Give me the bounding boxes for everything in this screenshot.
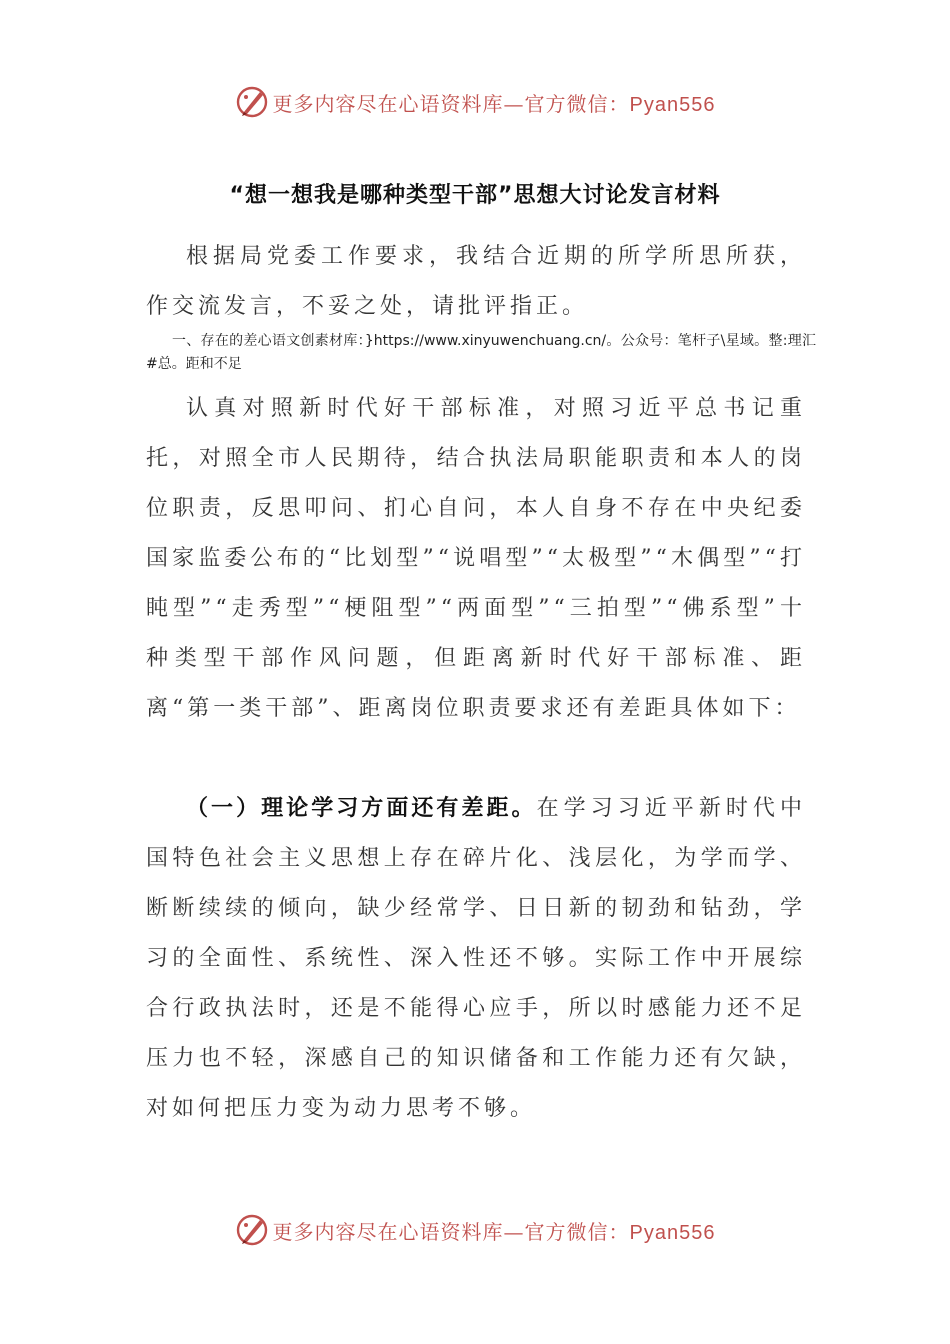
section-one-body: 在学习习近平新时代中国特色社会主义思想上存在碎片化、浅层化，为学而学、断断续续的倾向，缺少经常学、日日新的韧劲和钻劲，学习的全面性、系统性、深入性还不够。实际工作中开展综合行政执法时，还是不能得心应手，所以时感能力还不足压力也不轻，深感自己的知识储备和工作能力还有欠缺，对如何把压力变为动力思考不够。 xyxy=(146,796,806,1121)
pen-logo-icon xyxy=(235,85,269,119)
pen-logo-icon xyxy=(235,1213,269,1247)
section-one-heading: （一）理论学习方面还有差距。 xyxy=(186,796,537,821)
section-heading-watermarked: 一、存在的差心语文创素材库：}https://www.xinyuwenchuang.cn/。公众号：笔杆子\星域。整:理汇#总。距和不足 xyxy=(146,333,816,372)
footer-banner xyxy=(0,1210,950,1250)
header-banner xyxy=(0,82,950,122)
section-one-paragraph xyxy=(146,784,806,1134)
intro-paragraph: 根据局党委工作要求，我结合近期的所学所思所获，作交流发言，不妥之处，请批评指正。 xyxy=(146,244,806,319)
banner-text: 更多内容尽在心语资料库—官方微信：Pyan556 xyxy=(272,91,716,116)
main-paragraph: 认真对照新时代好干部标准，对照习近平总书记重托，对照全市人民期待，结合执法局职能职责和本人的岗位职责，反思叩问、扪心自问，本人自身不存在中央纪委国家监委公布的“比划型”“说唱型”“太极型”“木偶型”“打盹型”“走秀型”“梗阻型”“两面型”“三拍型”“佛系型”十种类型干部作风问题，但距离新时代好干部标准、距离“第一类干部”、距离岗位职责要求还有差距具体如下： xyxy=(146,396,806,721)
page-title: “想一想我是哪种类型干部”思想大讨论发言材料 xyxy=(229,183,721,208)
banner-text: 更多内容尽在心语资料库—官方微信：Pyan556 xyxy=(272,1219,716,1244)
